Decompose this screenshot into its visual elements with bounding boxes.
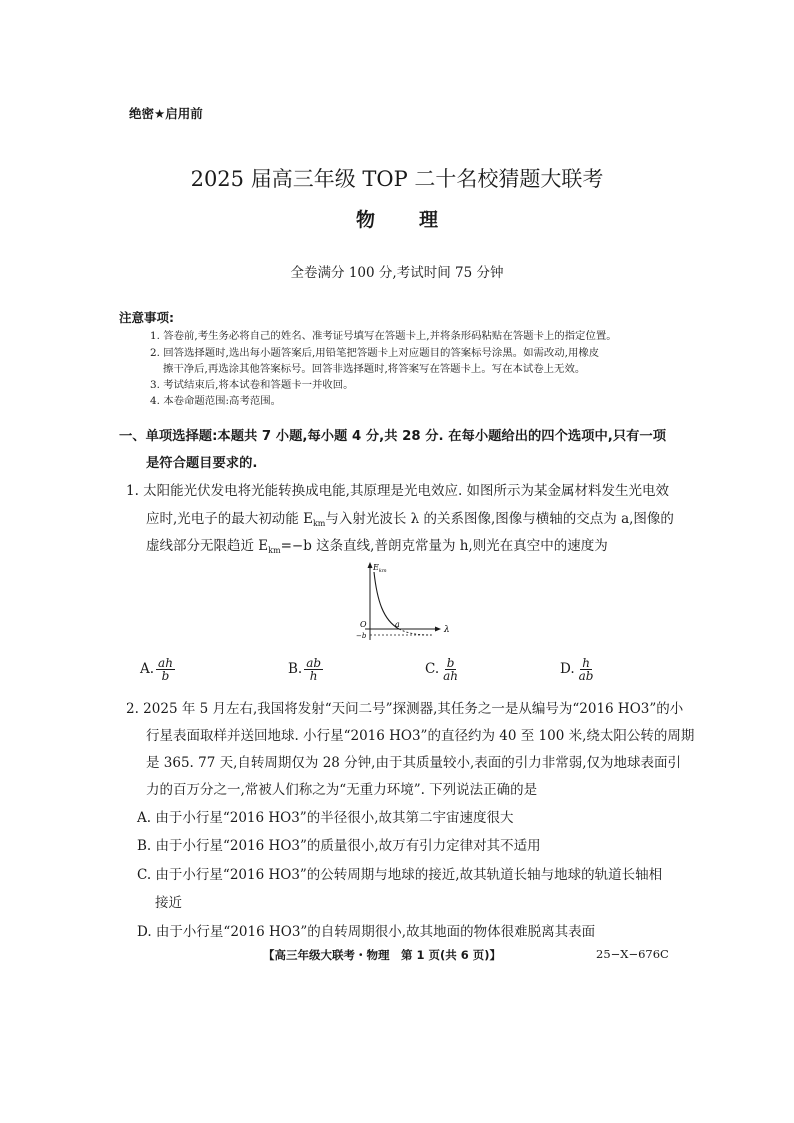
curve-dashed xyxy=(399,629,431,635)
notice-heading: 注意事项: xyxy=(119,310,174,325)
q2-stem-line: 行星表面取样并送回地球. 小行星“2016 HO3”的直径约为 40 至 100 米,绕太阳公转的周期 xyxy=(146,728,695,744)
x-axis-arrow xyxy=(435,627,441,632)
origin-label: O xyxy=(360,620,367,629)
notice-line: 2. 回答选择题时,选出每小题答案后,用铅笔把答题卡上对应题目的答案标号涂黑。如需改动,用橡皮 xyxy=(150,347,600,359)
q1-option-b: B. $\frac{ab}{h}$ xyxy=(288,656,322,683)
subject-title: 物理 xyxy=(355,209,482,231)
section-heading-cont: 是符合题目要求的. xyxy=(146,456,258,471)
q2-stem-line: 是 365. 77 天,自转周期仅为 28 分钟,由于其质量较小,表面的引力非常弱,仅为地球表面引 xyxy=(146,755,682,771)
notice-line: 擦干净后,再选涂其他答案标号。回答非选择题时,将答案写在答题卡上。写在本试卷上无效。 xyxy=(163,363,586,375)
confidential-label: 绝密★启用前 xyxy=(129,106,203,121)
q2-option-c: C. 由于小行星“2016 HO3”的公转周期与地球的接近,故其轨道长轴与地球的轨道长轴相 xyxy=(137,867,663,883)
page-footer: 【高三年级大联考・物理 第 1 页(共 6 页)】 xyxy=(263,948,502,962)
q1-stem-line: 虚线部分无限趋近 $E_{km}=-b$ 这条直线,普朗克常量为 h,则光在真空中的速度为 xyxy=(146,538,608,555)
neg-b-label: −b xyxy=(356,632,367,640)
notice-line: 3. 考试结束后,将本试卷和答题卡一并收回。 xyxy=(150,379,354,391)
section-heading: 一、单项选择题:本题共 7 小题,每小题 4 分,共 28 分. 在每小题给出的四个选项中,只有一项 xyxy=(119,429,667,444)
q2-option-a: A. 由于小行星“2016 HO3”的半径很小,故其第二宇宙速度很大 xyxy=(137,810,514,826)
q2-option-d: D. 由于小行星“2016 HO3”的自转周期很小,故其地面的物体很难脱离其表面 xyxy=(137,924,596,940)
x-axis-label: λ xyxy=(444,625,450,635)
q2-stem-line: 力的百万分之一,常被人们称之为“无重力环境”. 下列说法正确的是 xyxy=(146,782,538,798)
exam-info: 全卷满分 100 分,考试时间 75 分钟 xyxy=(290,265,504,281)
q1-option-a: A. $\frac{ah}{b}$ xyxy=(140,656,173,683)
q1-stem-line: 应时,光电子的最大初动能 $E_{km}$与入射光波长 λ 的关系图像,图像与横轴的交点为 a,图像的 xyxy=(146,511,674,528)
q2-stem-line: 2. 2025 年 5 月左右,我国将发射“天问二号”探测器,其任务之一是从编号为“2016 HO3”的小 xyxy=(126,701,684,717)
q2-option-b: B. 由于小行星“2016 HO3”的质量很小,故万有引力定律对其不适用 xyxy=(137,838,541,854)
a-label: a xyxy=(395,620,400,629)
y-axis-arrow xyxy=(368,562,373,568)
q1-option-c: C. $\frac{b}{ah}$ xyxy=(425,656,459,683)
q1-stem-line: 1. 太阳能光伏发电将光能转换成电能,其原理是光电效应. 如图所示为某金属材料发生光电效 xyxy=(126,483,670,499)
q1-option-d: D. $\frac{h}{ab}$ xyxy=(560,656,594,683)
exam-title: 2025 届高三年级 TOP 二十名校猜题大联考 xyxy=(190,167,604,191)
paper-code: 25−X−676C xyxy=(596,947,669,961)
q1-graph xyxy=(355,560,455,642)
notice-line: 4. 本卷命题范围:高考范围。 xyxy=(150,395,282,407)
q2-option-c-cont: 接近 xyxy=(155,895,182,911)
notice-line: 1. 答卷前,考生务必将自己的姓名、准考证号填写在答题卡上,并将条形码粘贴在答题卡上的指定位置。 xyxy=(150,330,617,342)
y-axis-label: $E_{km}$ xyxy=(373,563,387,574)
